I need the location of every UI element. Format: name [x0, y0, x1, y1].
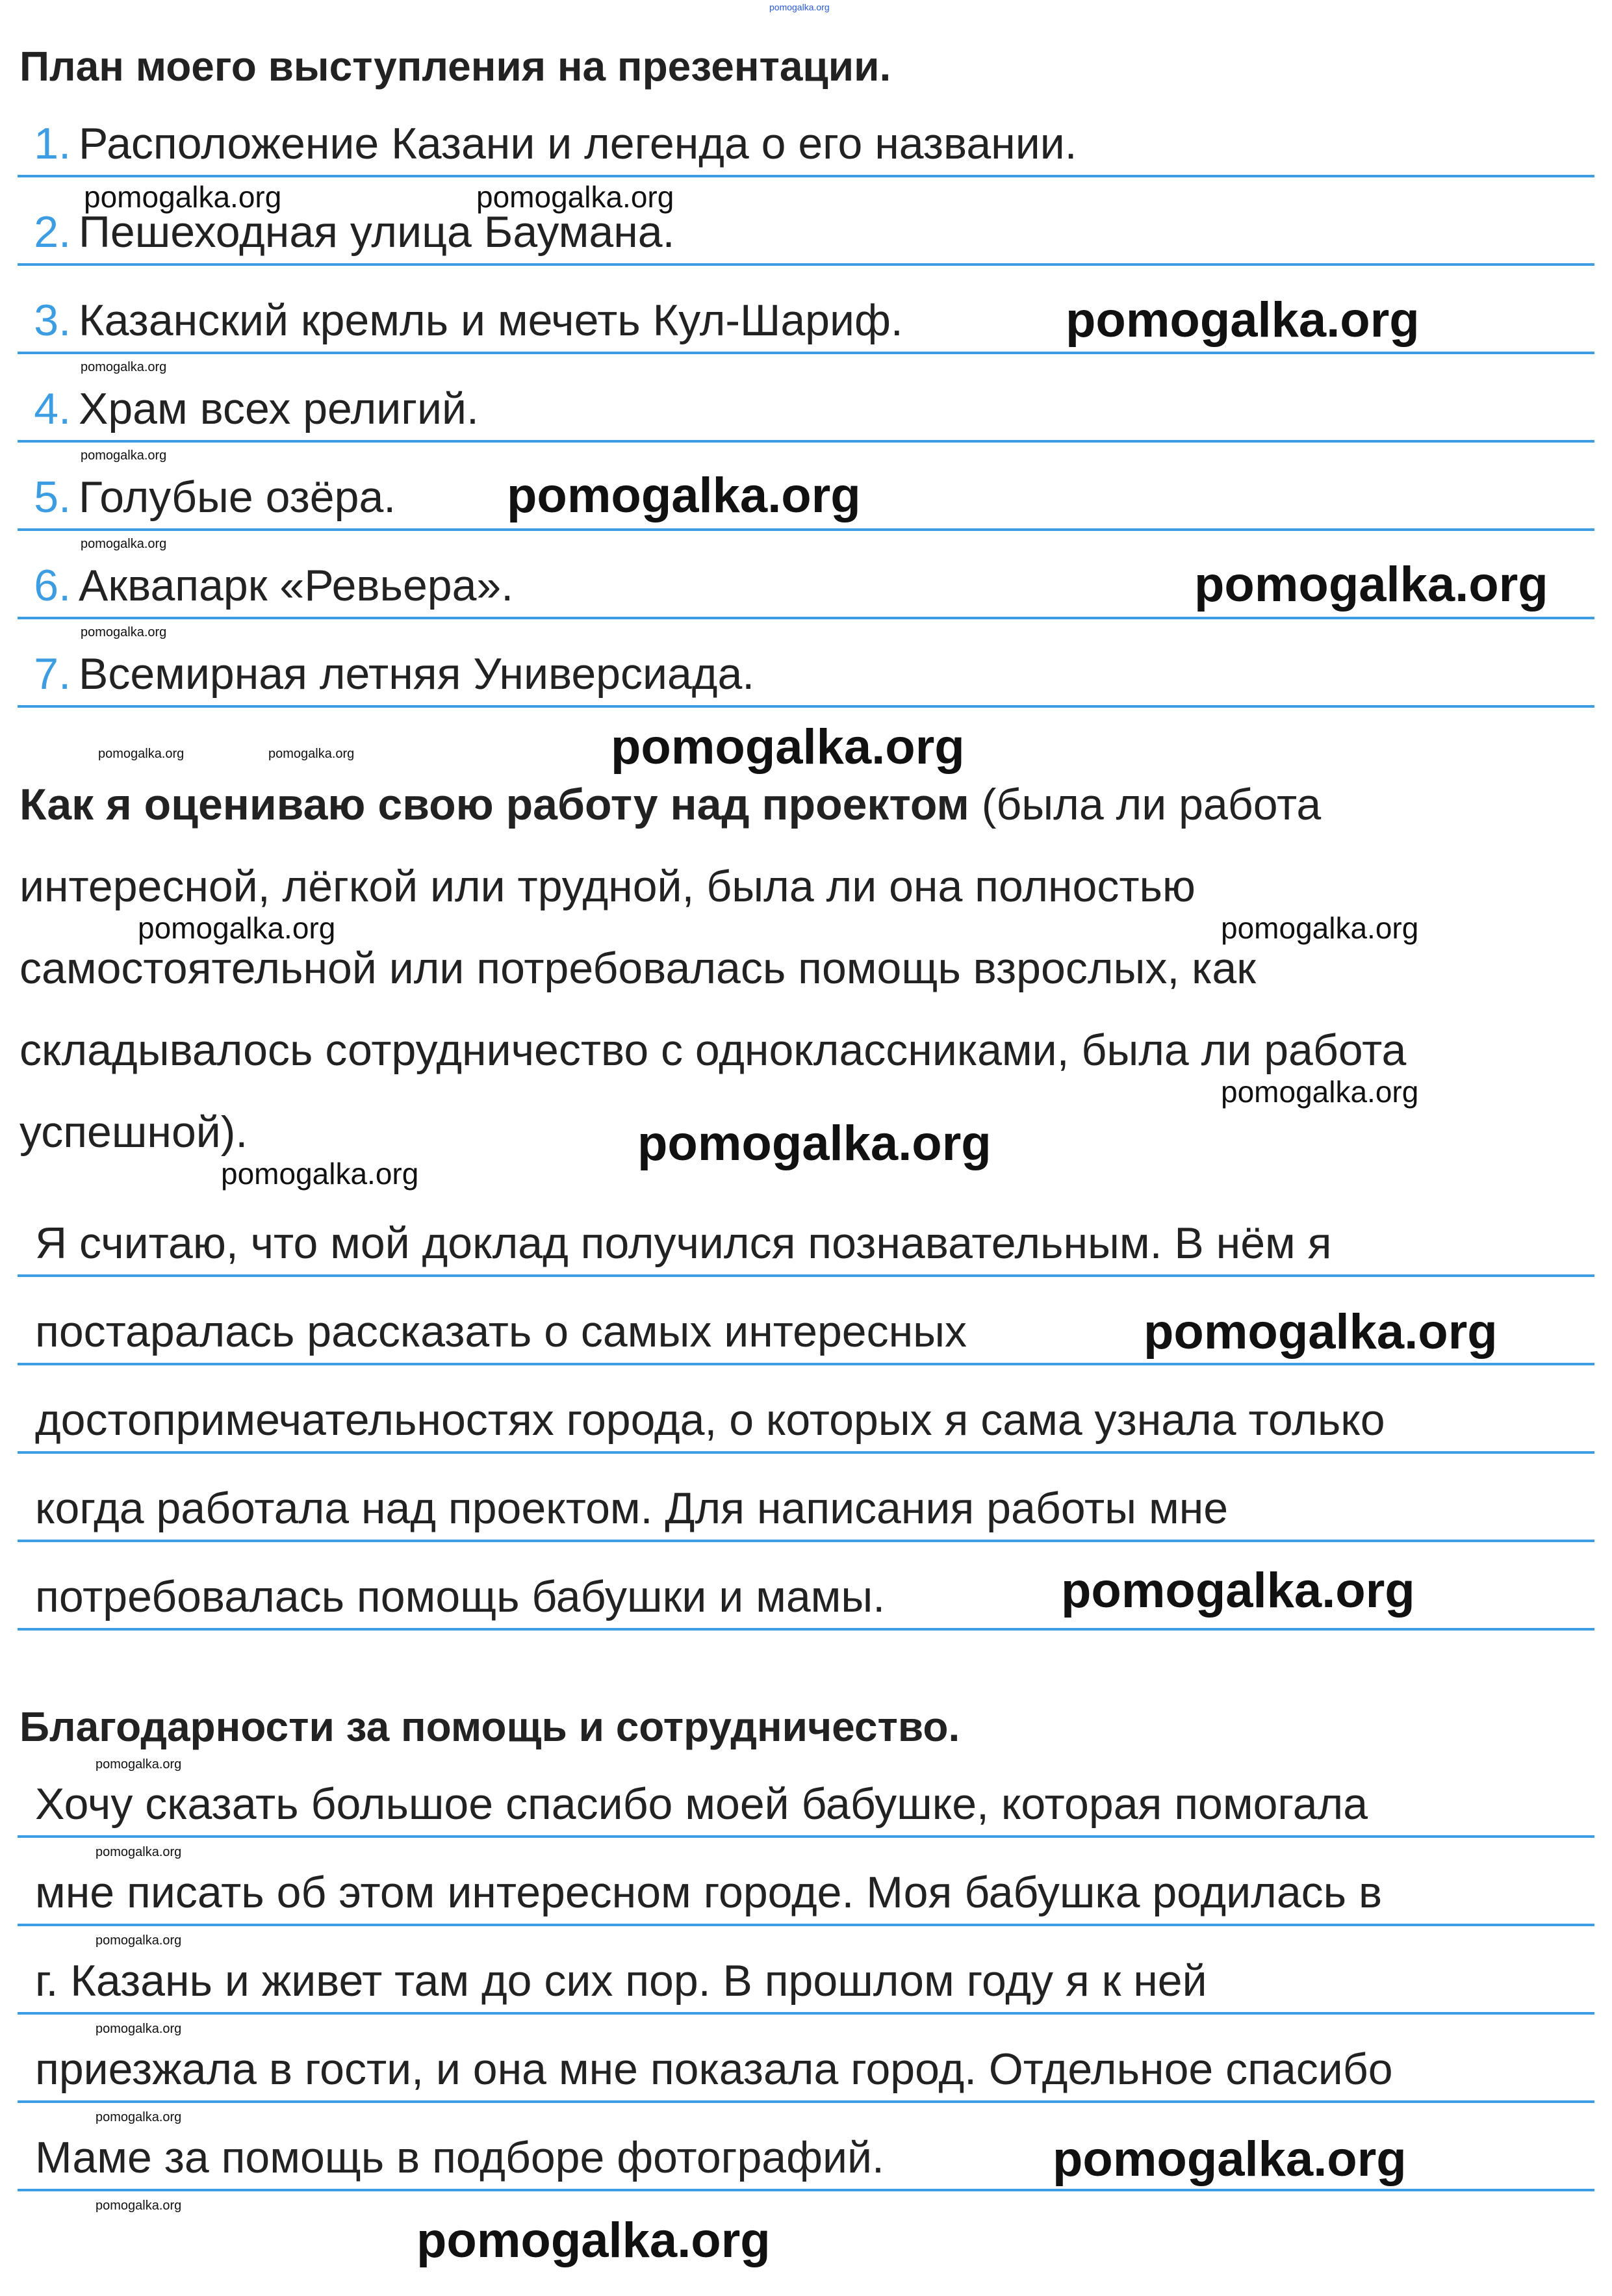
list-item — [18, 619, 1594, 708]
watermark: pomogalka.org — [637, 1116, 992, 1171]
item-number: 4. — [34, 384, 71, 433]
watermark: pomogalka.org — [96, 1757, 182, 1772]
answer-text: Маме за помощь в подборе фотографий. — [35, 2133, 884, 2182]
watermark: pomogalka.org — [1194, 557, 1548, 612]
evaluation-prompt — [19, 764, 1406, 1173]
list-item — [18, 89, 1594, 177]
evaluation-heading: Как я оцениваю свою работу над проектом — [19, 780, 969, 829]
watermark: pomogalka.org — [507, 468, 861, 523]
watermark: pomogalka.org — [221, 1157, 419, 1191]
item-number: 2. — [34, 207, 71, 257]
watermark: pomogalka.org — [98, 747, 185, 761]
watermark: pomogalka.org — [611, 719, 965, 775]
item-text: Всемирная летняя Универсиада. — [79, 649, 755, 699]
thanks-answer — [18, 1749, 1594, 2191]
watermark: pomogalka.org — [1053, 2132, 1407, 2187]
prompt-line: интересной, лёгкой или трудной, была ли она полностью — [19, 862, 1196, 911]
list-item — [18, 354, 1594, 443]
item-number: 1. — [34, 119, 71, 168]
answer-text: приезжала в гости, и она мне показала город. Отдельное спасибо — [35, 2044, 1393, 2094]
thanks-heading: Благодарности за помощь и сотрудничество. — [19, 1703, 960, 1750]
watermark: pomogalka.org — [96, 2199, 182, 2213]
answer-line — [18, 1926, 1594, 2015]
watermark: pomogalka.org — [138, 911, 336, 945]
item-text: Пешеходная улица Баумана. — [79, 207, 675, 257]
answer-line — [18, 1749, 1594, 1838]
prompt-line: самостоятельной или потребовалась помощь взрослых, как — [19, 944, 1256, 993]
watermark: pomogalka.org — [84, 180, 282, 214]
watermark: pomogalka.org — [769, 2, 830, 12]
item-number: 5. — [34, 472, 71, 522]
answer-line — [18, 2015, 1594, 2103]
answer-line — [18, 1365, 1594, 1454]
answer-text: постаралась рассказать о самых интересных — [35, 1307, 967, 1356]
watermark: pomogalka.org — [96, 1933, 182, 1948]
answer-line — [18, 1838, 1594, 1926]
watermark: pomogalka.org — [1221, 911, 1419, 945]
item-number: 6. — [34, 561, 71, 610]
watermark: pomogalka.org — [268, 747, 355, 761]
item-text: Голубые озёра. — [79, 472, 396, 522]
watermark: pomogalka.org — [476, 180, 674, 214]
prompt-line: успешной). — [19, 1107, 248, 1157]
answer-line — [18, 1454, 1594, 1542]
answer-line — [18, 1189, 1594, 1277]
answer-text: г. Казань и живет там до сих пор. В прошлом году я к ней — [35, 1956, 1207, 2006]
item-number: 3. — [34, 296, 71, 345]
watermark: pomogalka.org — [1061, 1563, 1415, 1618]
answer-text: потребовалась помощь бабушки и мамы. — [35, 1572, 886, 1621]
watermark: pomogalka.org — [96, 1845, 182, 1859]
item-text: Храм всех религий. — [79, 384, 479, 433]
watermark: pomogalka.org — [1066, 292, 1420, 348]
watermark: pomogalka.org — [81, 537, 167, 551]
watermark: pomogalka.org — [81, 448, 167, 463]
item-number: 7. — [34, 649, 71, 699]
plan-title: План моего выступления на презентации. — [19, 43, 891, 90]
watermark: pomogalka.org — [81, 625, 167, 639]
watermark: pomogalka.org — [96, 2110, 182, 2124]
watermark: pomogalka.org — [96, 2022, 182, 2036]
answer-text: Хочу сказать большое спасибо моей бабушке, которая помогала — [35, 1779, 1368, 1829]
item-text: Казанский кремль и мечеть Кул-Шариф. — [79, 296, 903, 345]
watermark: pomogalka.org — [416, 2213, 771, 2268]
item-text: Расположение Казани и легенда о его названии. — [79, 119, 1077, 168]
watermark: pomogalka.org — [81, 360, 167, 374]
answer-text: Я считаю, что мой доклад получился познавательным. В нём я — [35, 1219, 1332, 1268]
answer-text: мне писать об этом интересном городе. Моя бабушка родилась в — [35, 1868, 1383, 1917]
answer-text: когда работала над проектом. Для написания работы мне — [35, 1484, 1229, 1533]
answer-text: достопримечательностях города, о которых я сама узнала только — [35, 1395, 1385, 1445]
prompt-line: складывалось сотрудничество с одноклассниками, была ли работа — [19, 1025, 1407, 1075]
watermark: pomogalka.org — [1144, 1304, 1498, 1360]
watermark: pomogalka.org — [1221, 1075, 1419, 1109]
prompt-line: (была ли работа — [969, 780, 1322, 829]
item-text: Аквапарк «Ревьера». — [79, 561, 514, 610]
